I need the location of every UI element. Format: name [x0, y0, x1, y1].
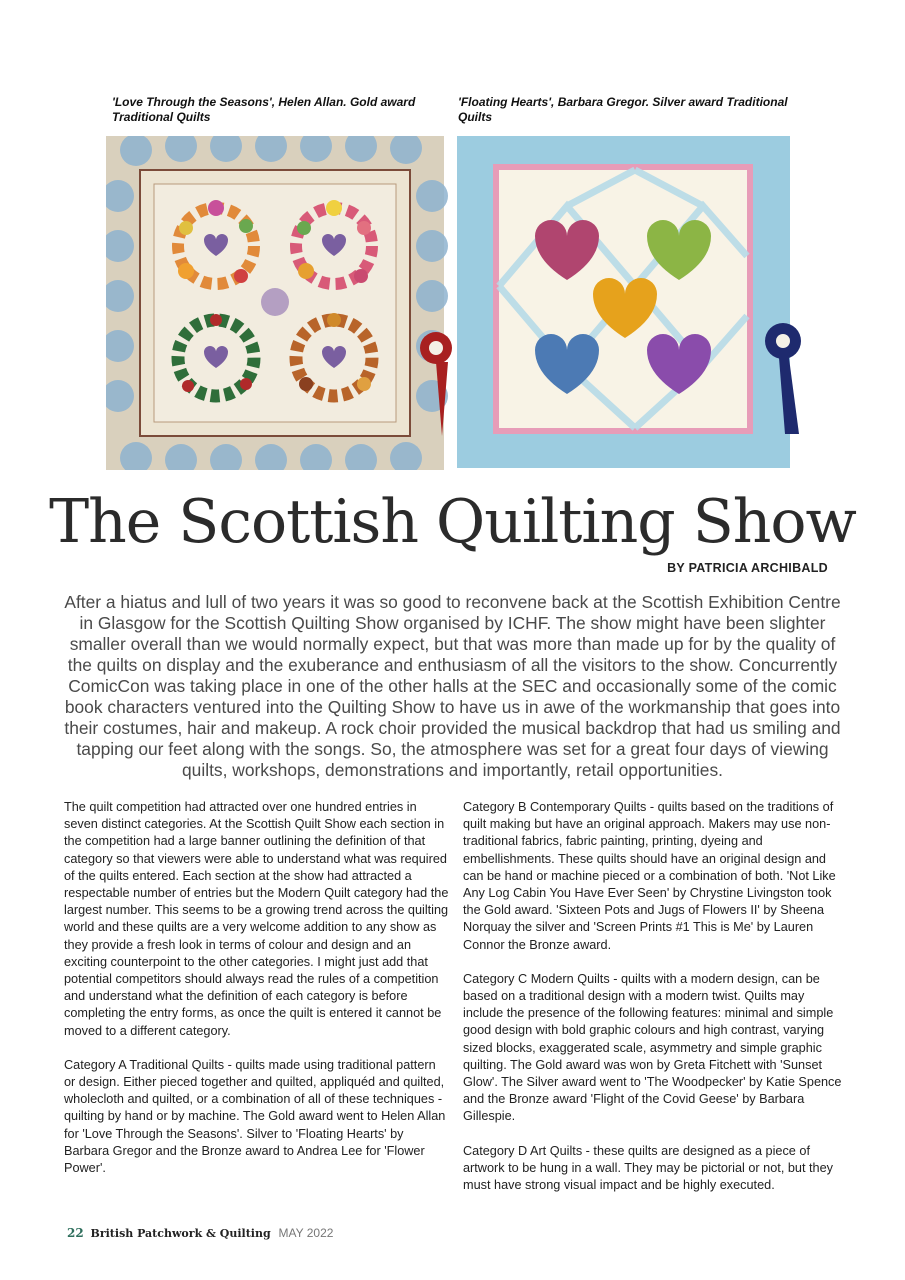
article-title: The Scottish Quilting Show [49, 487, 856, 557]
body-paragraph: Category B Contemporary Quilts - quilts based on the traditions of quilt making but have an original approach. Makers may use non-traditional fabrics, fabric painting, printing, dyeing and embellishments. These quilts should have an original design and can be hand or machine pieced or a combination of both. 'Not Like Any Log Cabin You Have Ever Seen' by Chrystine Livingston took the Gold award. 'Sixteen Pots and Jugs of Flowers II' by Sheena Norquay the silver and 'Screen Prints #1 This is Me' by Lauren Connor the Bronze award. [463, 800, 836, 952]
article-byline: BY PATRICIA ARCHIBALD [667, 561, 828, 575]
quilt-illustration-left [106, 136, 456, 470]
body-paragraph: The quilt competition had attracted over one hundred entries in seven distinct categories. At the Scottish Quilt Show each section in the competition had a large banner outlining the definition of that category so that viewers were able to understand what was required of the quilts entered. Each section at the show had attracted a respectable number of entries but the Modern Quilt category had the largest number. This seems to be a growing trend across the quilting world and these quilts are a very welcome addition to any show as they provide a fresh look in terms of colour and design and an exciting counterpoint to the other categories. I might just add that potential competitors should always read the rules of a competition and understand what the definition of each category is before completing the entry forms, as once the quilt is entered it cannot be moved to a different category. [64, 800, 449, 1038]
issue-date: MAY 2022 [278, 1226, 334, 1240]
page-footer [67, 1226, 333, 1240]
page-number: 22 [67, 1226, 84, 1240]
body-paragraph: Category C Modern Quilts - quilts with a modern design, can be based on a traditional design with a modern twist. Quilts may include the presence of the following features: minimal and simple good design with bold graphic colours and high contrast, varying sized blocks, exaggerated scale, asymmetry and simple graphic quilting. The Gold award was won by Greta Fitchett with 'Sunset Glow'. The Silver award went to 'The Woodpecker' by Katie Spence and the Bronze award 'Flight of the Covid Geese' by Barbara Gillespie. [463, 971, 842, 1124]
article-intro: After a hiatus and lull of two years it was so good to reconvene back at the Scottish Exhibition Centre in Glasgow for the Scottish Quilting Show organised by ICHF. The show might have been slighter smaller overall than we would normally expect, but that was more than made up for by the quality of the quilts on display and the exuberance and enthusiasm of all the visitors to the show. Concurrently ComicCon was taking place in one of the other halls at the SEC and occasionally some of the comic book characters ventured into the Quilting Show to have us in awe of the workmanship that goes into their costumes, hair and makeup. A rock choir provided the musical backdrop that had us smiling and tapping our feet along with the songs. So, the atmosphere was set for a great four days of viewing quilts, workshops, demonstrations and importantly, retail opportunities. [64, 592, 841, 780]
body-column-right [463, 799, 848, 1211]
body-column-left [64, 799, 449, 1194]
photo-caption-right: 'Floating Hearts', Barbara Gregor. Silver award Traditional Quilts [458, 95, 788, 124]
magazine-name: British Patchwork & Quilting [90, 1227, 271, 1240]
quilt-photo-love-through-the-seasons [106, 136, 456, 470]
quilt-illustration-right [455, 136, 820, 470]
body-paragraph: Category D Art Quilts - these quilts are designed as a piece of artwork to be hung in a wall. They may be pictorial or not, but they must have strong visual impact and be highly executed. [463, 1143, 834, 1193]
photo-caption-left: 'Love Through the Seasons', Helen Allan. Gold award Traditional Quilts [112, 95, 416, 124]
body-paragraph: Category A Traditional Quilts - quilts made using traditional pattern or design. Either pieced together and quilted, appliquéd and quilted, wholecloth and quilted, or a combination of all of these techniques - quilting by hand or by machine. The Gold award went to Helen Allan for 'Love Through the Seasons'. Silver to 'Floating Hearts' by Barbara Gregor and the Bronze award to Andrea Lee for 'Flower Power'. [64, 1057, 446, 1176]
quilt-photo-floating-hearts [455, 136, 820, 470]
